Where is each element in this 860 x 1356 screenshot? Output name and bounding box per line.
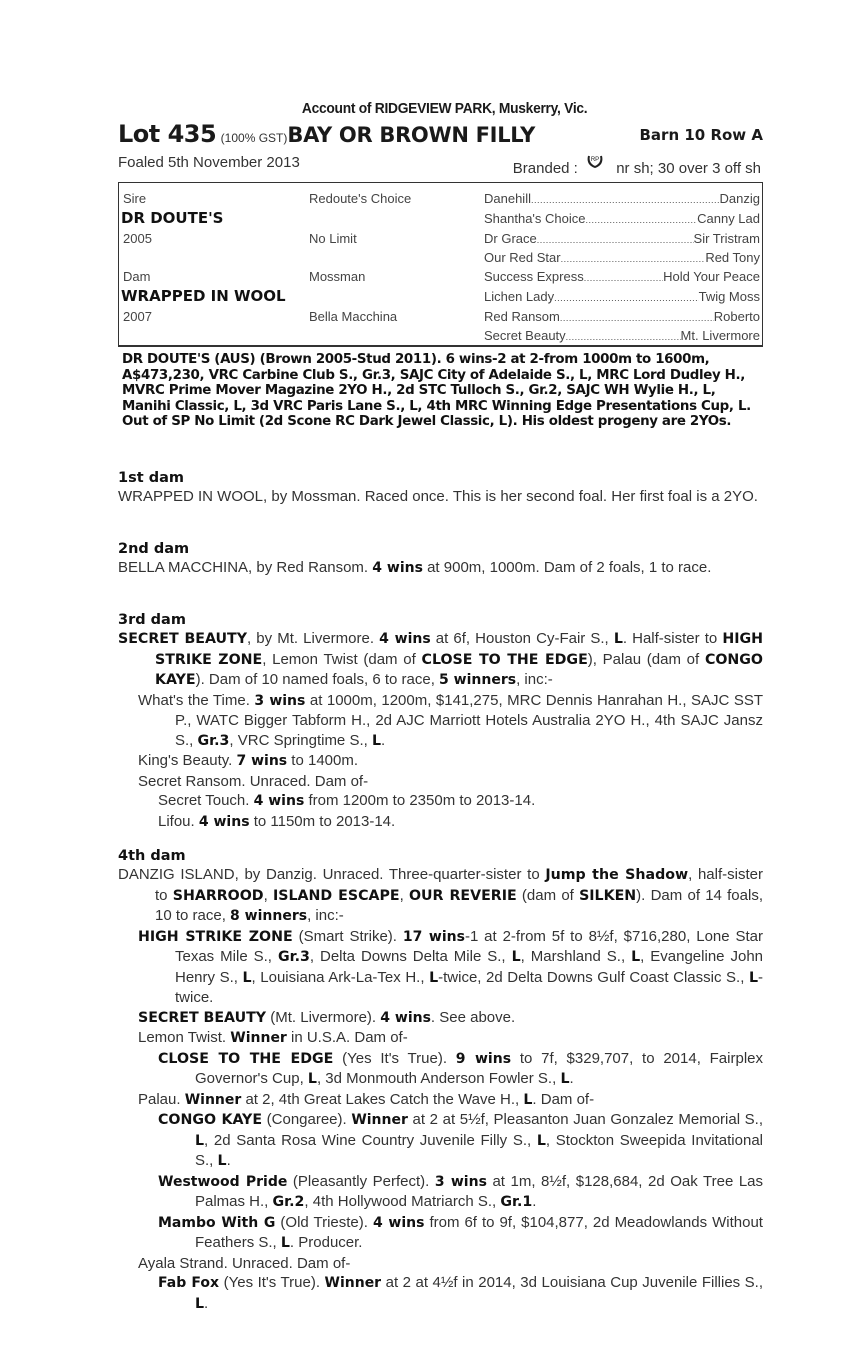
progeny-entry: SECRET BEAUTY (Mt. Livermore). 4 wins. See above. xyxy=(138,1008,516,1026)
progeny-entry: CONGO KAYE (Congaree). Winner at 2 at 5½f, Pleasanton Juan Gonzalez Memorial S., L, 2d Santa Rosa Wine Country Juvenile Filly S., L, Stockton Sweepida Invitational S., L. xyxy=(158,1111,763,1169)
dam-year: 2007 xyxy=(123,309,152,324)
fourth-dam-section xyxy=(118,848,763,1314)
section-title: 4th dam xyxy=(118,848,186,864)
branded-label: Branded : xyxy=(512,160,578,177)
fourth-dam-text: DANZIG ISLAND, by Danzig. Unraced. Three-quarter-sister to Jump the Shadow, half-sister to SHARROOD, ISLAND ESCAPE, OUR REVERIE (dam of SILKEN). Dam of 14 foals, 10 to race, 8 winners, inc:- xyxy=(118,866,763,924)
svg-text:RP: RP xyxy=(590,157,600,163)
dam-name: WRAPPED IN WOOL xyxy=(121,287,286,305)
progeny-entry: Mambo With G (Old Trieste). 4 wins from 6f to 9f, $104,877, 2d Meadowlands Without Feathers S., L. Producer. xyxy=(158,1213,763,1251)
progeny-entry: Lemon Twist. Winner in U.S.A. Dam of- xyxy=(138,1029,408,1046)
progeny-entry: Fab Fox (Yes It's True). Winner at 2 at 4½f in 2014, 3d Louisiana Cup Juvenile Fillies S., L. xyxy=(158,1274,764,1312)
sire-name: DR DOUTE'S xyxy=(121,209,224,227)
pedigree-gen3-row: Our Red Star ..... Red Tony xyxy=(484,250,760,265)
progeny-entry: King's Beauty. 7 wins to 1400m. xyxy=(138,752,359,769)
pedigree-gen3-row: Lichen Lady ..... Twig Moss xyxy=(484,289,760,304)
leader-dots xyxy=(560,309,714,324)
progeny-entry: Ayala Strand. Unraced. Dam of- xyxy=(138,1254,351,1272)
pedigree-gen3-row: Shantha's Choice ..... Canny Lad xyxy=(484,211,760,226)
lot-header xyxy=(118,120,763,148)
pedigree-gen3-row: Secret Beauty ..... Mt. Livermore xyxy=(484,328,760,343)
vendor-account: Account of RIDGEVIEW PARK, Muskerry, Vic. xyxy=(301,100,588,117)
barn-location: Barn 10 Row A xyxy=(639,126,763,144)
pedigree-gen3-row: Success Express ..... Hold Your Peace xyxy=(484,269,760,284)
gst-note: (100% GST) xyxy=(220,131,288,145)
leader-dots xyxy=(561,250,706,265)
section-title: 3rd dam xyxy=(118,612,186,628)
third-dam-text: SECRET BEAUTY, by Mt. Livermore. 4 wins at 6f, Houston Cy-Fair S., L. Half-sister to HIGH STRIKE ZONE, Lemon Twist (dam of CLOSE TO THE EDGE), Palau (dam of CONGO KAYE). Dam of 10 named foals, 6 to race, 5 winners, inc:- xyxy=(118,630,764,688)
rp-brand-mark-icon xyxy=(586,154,604,170)
brand-info xyxy=(513,154,761,177)
second-dam-text: BELLA MACCHINA, by Red Ransom. 4 wins at 900m, 1000m. Dam of 2 foals, 1 to race. xyxy=(118,559,712,576)
section-title: 2nd dam xyxy=(118,541,190,557)
pedigree-table xyxy=(118,182,763,347)
sire-dam: No Limit xyxy=(309,231,357,246)
first-dam-text: WRAPPED IN WOOL, by Mossman. Raced once. This is her second foal. Her first foal is a 2YO. xyxy=(118,488,758,505)
pedigree-gen3-row: Dr Grace ..... Sir Tristram xyxy=(484,231,760,246)
sire-summary: DR DOUTE'S (AUS) (Brown 2005-Stud 2011). 6 wins-2 at 2-from 1000m to 1600m, A$473,230, VRC Carbine Club S., Gr.3, SAJC City of Adelaide S., L, MRC Lord Dudley H., MVRC Prime Mover Magazine 2YO H., 2d STC Tulloch S., Gr.2, SAJC WH Wylie H., L, Manihi Classic, L, 3d VRC Paris Lane S., L, 4th MRC Winning Edge Presentations Cup, L. Out of SP No Limit (2d Scone RC Dark Jewel Classic, L). His oldest progeny are 2YOs. xyxy=(122,352,751,429)
leader-dots xyxy=(584,269,663,284)
leader-dots xyxy=(566,328,681,343)
leader-dots xyxy=(586,211,698,226)
dam-dam: Bella Macchina xyxy=(309,309,398,324)
lot-number: Lot 435 xyxy=(118,120,217,148)
third-dam-section xyxy=(118,612,763,832)
pedigree-gen3-row: Red Ransom ..... Roberto xyxy=(484,309,760,324)
progeny-entry: Secret Touch. 4 wins from 1200m to 2350m to 2013-14. xyxy=(158,792,536,809)
brand-marks: nr sh; 30 over 3 off sh xyxy=(616,160,761,177)
second-dam-section xyxy=(118,541,763,579)
progeny-entry: Secret Ransom. Unraced. Dam of- xyxy=(138,772,369,790)
sire-label: Sire xyxy=(123,191,147,206)
pedigree-gen3-row: Danehill ..... Danzig xyxy=(484,191,760,206)
foaled-date: Foaled 5th November 2013 xyxy=(118,154,300,171)
sire-sire: Redoute's Choice xyxy=(309,191,412,206)
dam-label: Dam xyxy=(123,269,151,284)
leader-dots xyxy=(554,289,698,304)
leader-dots xyxy=(537,231,694,246)
dam-sire: Mossman xyxy=(309,269,366,284)
progeny-entry: What's the Time. 3 wins at 1000m, 1200m, $141,275, MRC Dennis Hanrahan H., SAJC SST P., WATC Bigger Tabform H., 2d AJC Marriott Hotels Australia 2YO H., 4th SAJC Jansz S., Gr.3, VRC Springtime S., L. xyxy=(138,691,763,749)
progeny-entry: Westwood Pride (Pleasantly Perfect). 3 wins at 1m, 8½f, $128,684, 2d Oak Tree Las Palmas H., Gr.2, 4th Hollywood Matriarch S., Gr.1. xyxy=(158,1172,764,1210)
progeny-entry: Palau. Winner at 2, 4th Great Lakes Catch the Wave H., L. Dam of- xyxy=(138,1090,595,1108)
sire-year: 2005 xyxy=(123,231,152,246)
progeny-entry: CLOSE TO THE EDGE (Yes It's True). 9 wins to 7f, $329,707, to 2014, Fairplex Governor's Cup, L, 3d Monmouth Anderson Fowler S., L. xyxy=(158,1049,763,1087)
section-title: 1st dam xyxy=(118,470,184,486)
horse-description: BAY OR BROWN FILLY xyxy=(287,123,535,147)
leader-dots xyxy=(531,191,720,206)
progeny-entry: HIGH STRIKE ZONE (Smart Strike). 17 wins-1 at 2-from 5f to 8½f, $716,280, Lone Star Texas Mile S., Gr.3, Delta Downs Delta Mile S., L, Marshland S., L, Evangeline John Henry S., L, Louisiana Ark-La-Tex H., L-twice, 2d Delta Downs Gulf Coast Classic S., L-twice. xyxy=(138,927,764,1006)
progeny-entry: Lifou. 4 wins to 1150m to 2013-14. xyxy=(158,812,396,830)
first-dam-section xyxy=(118,470,763,507)
